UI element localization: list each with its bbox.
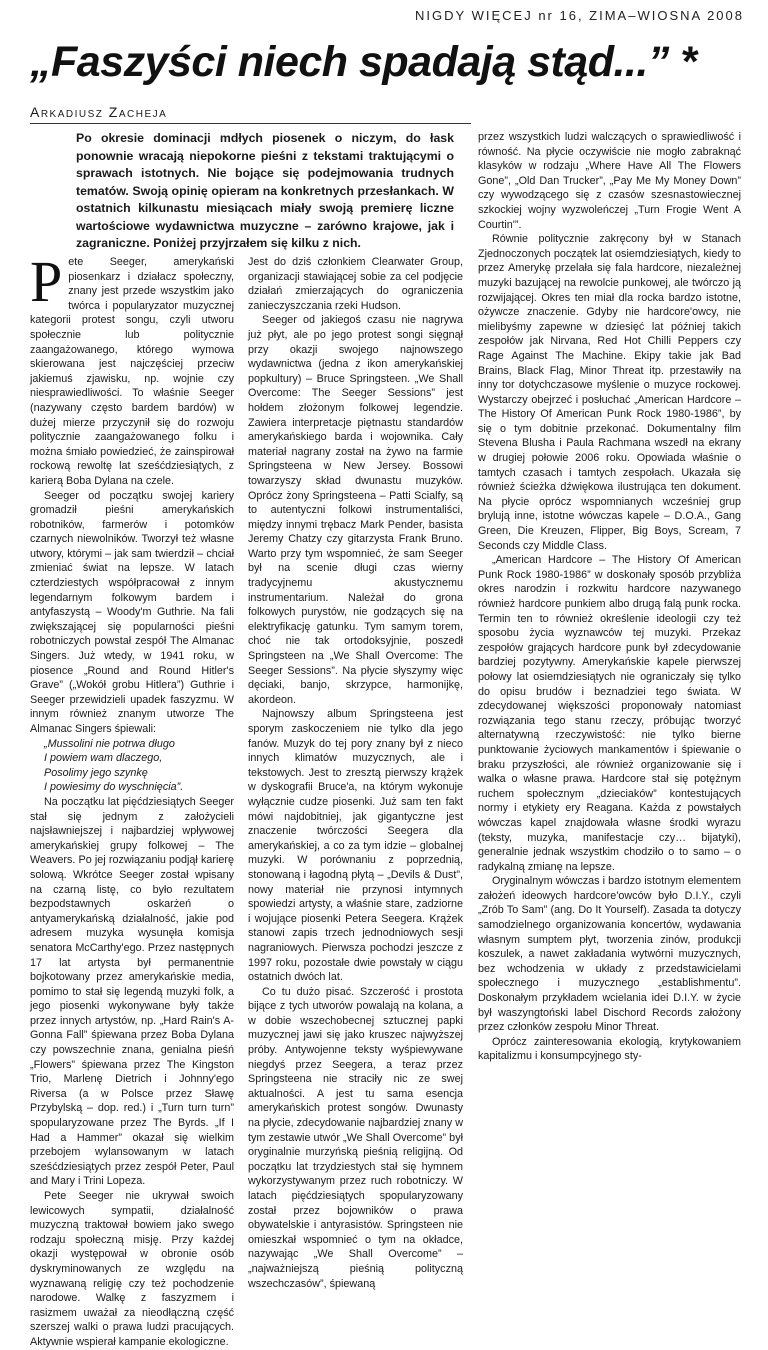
text-column-3: [478, 130, 741, 1063]
paragraph: „American Hardcore – The History Of American Punk Rock 1980-1986” w doskonały sposób przybliża okres narodzin i rozkwitu hardcore nazywanego również hardcore punkiem albo drugą falą punk rocka. Termin ten to również określenie ideologii czy też sposobu życia wyznawców tej muzyki. Przekaz zespołów grających hardcore punk był zdecydowanie bardziej pozytywny. Amerykańskie kapele pierwszej połowy lat osiemdziesiątych nie ograniczały się tylko do opisu brudów i beznadziei tego świata. W zdecydowanej większości proponowały natomiast rozwiązania tego stanu rzeczy, próbując tworzyć alternatywną rzeczywistość: nie tylko bierne punktowanie życiowych mankamentów i śpiewanie o braku przyszłości, ale również organizowanie się i walka o własne prawa. Hardcore stał się potężnym ruchem społecznym „dzieciaków” kontestujących normy i etykiety ery Reagana. Każda z powstałych wówczas kapel znajdowała własne środki wyrazu (teksty, muzyka, manifestacje czy… bijatyki), generalnie jednak wszystkim chodziło o to samo – o radykalną zmianę na lepsze.: [478, 554, 741, 873]
verse-line: „Mussolini nie potrwa długo: [44, 737, 175, 750]
paragraph: Oryginalnym wówczas i bardzo istotnym elementem założeń ideowych hardcore'owców było D.I.Y., czyli „Zrób To Sam” (ang. Do It Yourself). Zasada ta dotyczy samodzielnego organizowania koncertów, wydawania własnym sumptem płyt, tworzenia zinów, produkcji koszulek, a nawet zakładania wytwórni muzycznych, bez wchodzenia w układy z przedstawicielami społecznego i muzycznego „establishmentu”. Doskonałym przykładem wcielania idei D.I.Y. w życie był waszyngtoński label Dischord Records założony przez członków zespołu Minor Threat.: [478, 875, 741, 1034]
paragraph: Co tu dużo pisać. Szczerość i prostota bijące z tych utworów powalają na kolana, a w dobie wszechobecnej sztucznej papki muzycznej jawi się jako kruszec najwyższej próby. Antywojenne teksty wyśpiewywane niegdyś przez Seegera, a teraz przez Springsteena nie straciły nic ze swej aktualności. A jest tu sama esencja amerykańskich protest songów. Dwunasty na płycie, zdecydowanie najbardziej znany w tym zestawie utwór „We Shall Overcome” był oryginalnie murzyńską pieśnią religijną. Od początku lat trzydziestych stał się hymnem wykorzystywanym przez ruch robotniczy. W latach pięćdziesiątych spopularyzowany został przez bojowników o prawa obywatelskie i antyrasistów. Springsteen nie omieszkał wspomnieć o tym na okładce, nazywając „We Shall Overcome” – „najważniejszą pieśnią polityczną wszechczasów”, śpiewaną: [248, 985, 463, 1290]
text-column-2: [248, 255, 463, 1290]
paragraph: Na początku lat pięćdziesiątych Seeger stał się jednym z założycieli najsławniejszej i najbardziej wpływowej amerykańskiej grupy folkowej – The Weavers. Po jej rozwiązaniu podjął karierę solową. Wkrótce Seeger został wpisany na czarną listę, co było rezultatem bezpodstawnych oskarżeń o antyamerykańską działalność, jakie pod adresem muzyka wysunęła komisja senatora McCarthy'ego. Przez następnych 17 lat artysta był permanentnie bojkotowany przez amerykańskie media, pomimo to stał się legendą muzyki folk, a jego piosenki wykonywane były także przez innych artystów, np. „Hard Rain's A-Gonna Fall” śpiewana przez Boba Dylana czy powszechnie znana, genialna pieśń „Flowers” śpiewana przez The Kingston Trio, Marlenę Dietrich i Johnny'ego Riversa (a w Polsce przez Sławę Przybylską – dop. red.) i „Turn turn turn” spopularyzowane przez The Byrds. „If I Had a Hammer” okazał się wielkim przebojem wylansowanym w latach sześćdziesiątych przez zespół Peter, Paul and Mary i Trini Lopeza.: [30, 795, 234, 1188]
verse-line: I powiesimy do wyschnięcia”.: [44, 781, 184, 794]
verse-line: Posolimy jego szynkę: [44, 766, 148, 779]
author-divider: [30, 123, 471, 124]
article-title: „Faszyści niech spadają stąd...” *: [30, 38, 697, 86]
paragraph: Najnowszy album Springsteena jest sporym zaskoczeniem nie tylko dla jego fanów. Muzyk do tej pory znany był z nieco innych klimatów muzycznych, ale i tekstowych. Jest to zresztą pierwszy krążek w dyskografii Bruce'a, na którym wykonuje wyłącznie cudze piosenki. Już sam ten fakt mówi najdobitniej, jak gigantyczne jest znaczenie twórczości Seegera dla amerykańskiej, a co za tym idzie – globalnej muzyki. W porównaniu z poprzednią, stonowaną i łagodną płytą – „Devils & Dust”, nowy materiał nie przynosi intymnych spowiedzi artysty, a właśnie stare, zadziorne i wojujące piosenki Petera Seegera. Krążek stanowi zapis trzech jednodniowych sesji nagraniowych. Pierwsza pochodzi jeszcze z 1997 roku, pozostałe dwie powstały w ciągu ostatnich dwóch lat.: [248, 708, 463, 984]
paragraph-text: ete Seeger, amerykański piosenkarz i działacz społeczny, znany jest przede wszystkim jako twórca i popularyzator muzycznej kategorii protest songu, czyli utworu społecznie lub politycznie zaangażowanego, którego wymowa skierowana jest najczęściej przeciw jakiemuś zjawisku, np. wojnie czy niesprawiedliwości. To właśnie Seeger (nazywany często bardem bardów) w dużej mierze przyczynił się do rozwoju politycznie zaangażowanego folku i można śmiało powiedzieć, że zainspirował rockową rewoltę lat sześćdziesiątych, z karierą Boba Dylana na czele.: [30, 256, 234, 487]
paragraph: Pete Seeger nie ukrywał swoich lewicowych sympatii, działalność muzyczną traktował bowiem jako swego rodzaju społeczną misję. Przy każdej okazji występował w obronie osób dyskryminowanych ze względu na wyznawaną religię czy też pochodzenie narodowe. Walkę z faszyzmem i rasizmem uważał za nieodłączną część szerszej walki o prawa ludzi pracujących. Aktywnie wspierał kampanie ekologiczne.: [30, 1190, 234, 1348]
paragraph: Seeger od początku swojej kariery gromadził pieśni amerykańskich robotników, farmerów i potomków czarnych niewolników. Tworzył też własne utwory, którymi – jak sam twierdził – chciał zmieniać świat na lepsze. W latach czterdziestych współpracował z innym legendarnym folkowym bardem i antyfaszystą – Woody'm Guthrie. Na fali zwiększającej się popularności pieśni robotniczych powstał zespół The Almanac Singers. Już wtedy, w 1941 roku, w piosence „Round and Round Hitler's Grave” („Wokół grobu Hitlera”) Guthrie i Seeger przewidzieli upadek faszyzmu. W innym również znanym utworze The Almanac Singers śpiewali:: [30, 489, 234, 735]
paragraph: przez wszystkich ludzi walczących o sprawiedliwość i równość. Na płycie oczywiście nie mogło zabraknąć klasyków w rodzaju „Where Have All The Flowers Gone”, „Old Dan Trucker”, „Pay Me My Money Down” czy wywodzącego się z czasów szesnastowiecznej szkockiej wojny wyzwoleńczej „Turn Frogie Went A Courtin'”.: [478, 131, 741, 231]
paragraph: [30, 249, 234, 489]
paragraph: Jest do dziś członkiem Clearwater Group, organizacji stawiającej sobie za cel podjęcie działań zmierzających do ograniczenia zanieczyszczania rzeki Hudson.: [248, 256, 463, 312]
text-column-1: [30, 249, 234, 1348]
drop-cap: P: [30, 249, 63, 314]
article-lead: Po okresie dominacji mdłych piosenek o niczym, do łask ponownie wracają niepokorne pieśni z tekstami traktującymi o sprawach istotnych. Nie bojące się podejmowania trudnych tematów. Swoją opinię opieram na konkretnych przesłankach. W ostatnich kilkunastu miesiącach miały swoją premierę liczne wartościowe wydawnictwa muzyczne – zarówno krajowe, jak i zagraniczne. Poniżej przyjrzałem się kilku z nich.: [76, 131, 454, 250]
paragraph: Seeger od jakiegoś czasu nie nagrywa już płyt, ale po jego protest songi sięgnął przy okazji swojego najnowszego wydawnictwa (jedna z ikon amerykańskiej popkultury) – Bruce Springsteen. „We Shall Overcome: The Seeger Sessions” jest hołdem złożonym folkowej legendzie. Zawiera interpretacje piętnastu standardów amerykańskiego barda i wojownika. Cały materiał nagrany został na żywo na farmie Springsteena w New Jersey. Bossowi towarzyszy skład dwunastu muzyków. Oprócz żony Springsteena – Patti Scialfy, są to autentyczni folkowi instrumentaliści, między innymi trębacz Mark Pender, basista Jeremy Chatzy czy gitarzysta Frank Bruno. Warto przy tym wspomnieć, że sam Seeger był na scenie długi czas wierny tradycyjnemu akustycznemu instrumentarium. Należał do grona folkowych purystów, nie godzących się na elektryfikację gatunku. Tym samym torem, choć nie tak ortodoksyjnie, poszedł Springsteen na „We Shall Overcome: The Seeger Sessions”. Na płycie słyszymy więc dęciaki, banjo, skrzypce, harmonijkę, akordeon.: [248, 314, 463, 706]
paragraph: Oprócz zainteresowania ekologią, krytykowaniem kapitalizmu i konsumpcyjnego sty-: [478, 1035, 741, 1063]
issue-header: NIGDY WIĘCEJ nr 16, ZIMA–WIOSNA 2008: [415, 8, 744, 23]
verse-line: I powiem wam dlaczego,: [44, 752, 163, 765]
paragraph: Równie politycznie zakręcony był w Stanach Zjednoczonych początek lat osiemdziesiątych, kiedy to przez Amerykę przelała się fala hardcore, niezależnej muzyki bazującej na rewolcie punkowej, ale twórczo ją rozwijającej. Okres ten miał dla rocka bardzo istotne, ożywcze znaczenie. Gdyby nie hardcore'owcy, nie mielibyśmy zapewne w dziesięć lat później takich zespołów jak Nirvana, Red Hot Chilli Peppers czy Rage Against The Machine. Ekipy takie jak Bad Brains, Black Flag, Minor Threat itp. przestawiły na inny tor dotychczasowe myślenie o muzyce rockowej. Wystarczy obejrzeć i posłuchać „American Hardcore – The History Of American Punk Rock 1980-1986”, by się o tym dobitnie przekonać. Dokumentalny film Stevena Blusha i Paula Rachmana wszedł na ekrany w drugiej połowie 2006 roku. Opowiada właśnie o tamtych czasach i tamtych zespołach. Ukazała się również ścieżka dźwiękowa ilustrująca ten dokument. Na płycie oprócz wspomnianych wcześniej grup brylują inne, istotne wówczas kapele – D.O.A., Gang Green, Die Kreuzen, Flipper, Big Boys, Scream, 7 Seconds czy Middle Class.: [478, 233, 741, 552]
article-author: Arkadiusz Zacheja: [30, 104, 168, 120]
